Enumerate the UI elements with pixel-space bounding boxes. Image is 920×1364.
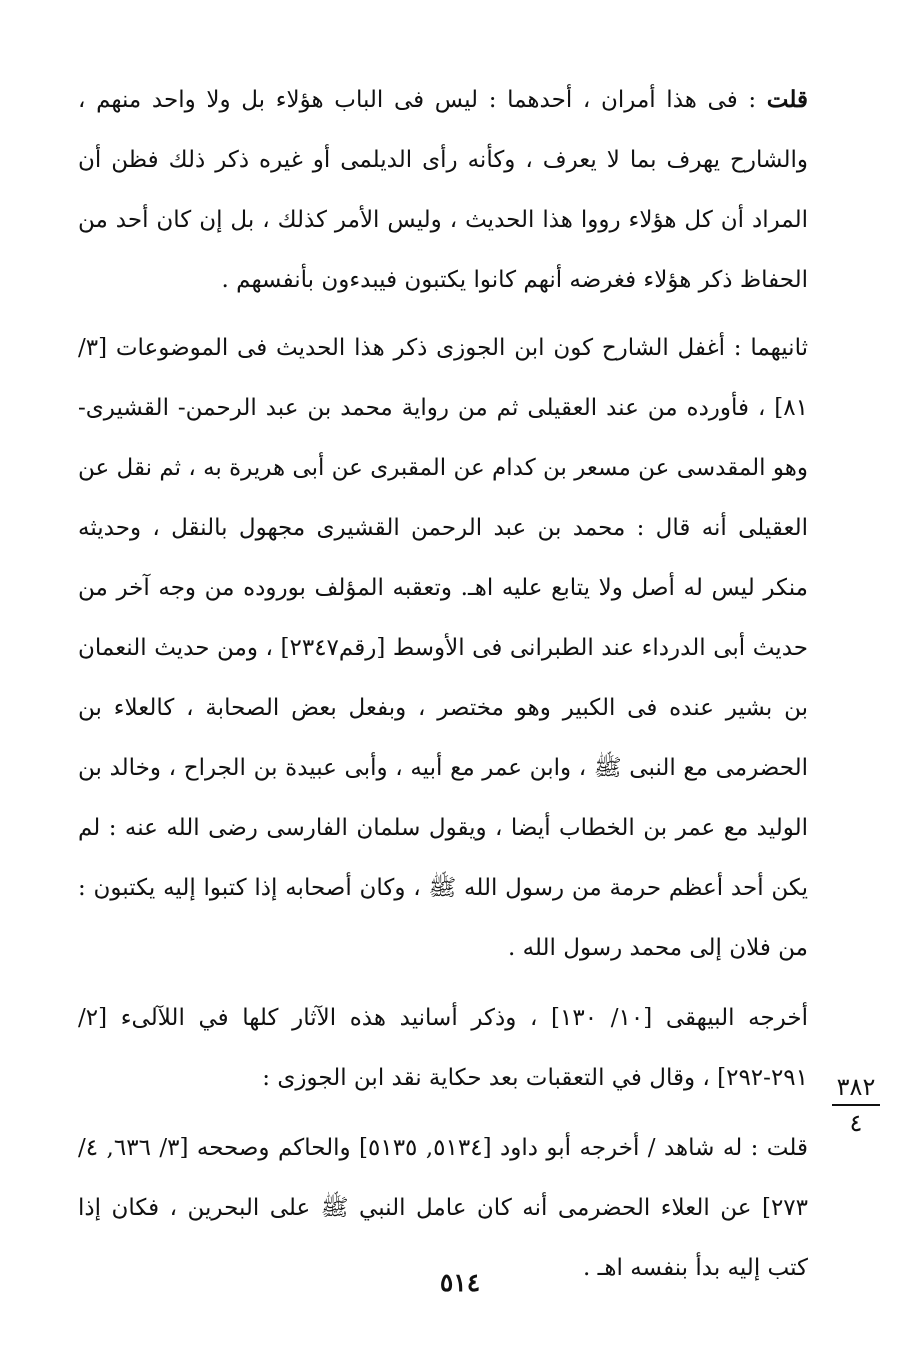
paragraph-text: ثانيهما : أغفل الشارح كون ابن الجوزى ذكر هذا الحديث فى الموضوعات [٣/ ٨١] ، فأورده من عند العقيلى ثم من رواية محمد بن عبد الرحمن- القشيرى- وهو المقدسى عن مسعر بن كدام عن المقبرى عن أبى هريرة به ، ثم نقل عن العقيلى أنه قال : محمد بن عبد الرحمن القشيرى مجهول بالنقل ، وحديثه منكر ليس له أصل ولا يتابع عليه اهـ. وتعقبه المؤلف بوروده من وجه آخر من حديث أبى الدرداء عند الطبرانى فى الأوسط [رقم٢٣٤٧] ، ومن حديث النعمان بن بشير عنده فى الكبير وهو مختصر ، وبفعل بعض الصحابة ، كالعلاء بن الحضرمى مع النبى ﷺ ، وابن عمر مع أبيه ، وأبى عبيدة بن الجراح ، وخالد بن الوليد مع عمر بن الخطاب أيضا ، ويقول سلمان الفارسى رضى الله عنه : لم يكن أحد أعظم حرمة من رسول الله ﷺ ، وكان أصحابه إذا كتبوا إليه يكتبون : من فلان إلى محمد رسول الله . (78, 335, 808, 961)
paragraph-2 (78, 318, 808, 978)
paragraph-text: قلت : له شاهد / أخرجه أبو داود [٥١٣٤, ٥١٣٥] والحاكم وصححه [٣/ ٦٣٦, ٤/ ٢٧٣] عن العلاء الحضرمى أنه كان عامل النبي ﷺ على البحرين ، فكان إذا كتب إليه بدأ بنفسه اهـ . (78, 1135, 808, 1281)
margin-volume-page-note (832, 1072, 880, 1138)
paragraph-1 (78, 70, 808, 310)
paragraph-text: أخرجه البيهقى [١٠/ ١٣٠] ، وذكر أسانيد هذه الآثار كلها في اللآلىء [٢/ ٢٩١-٢٩٢] ، وقال في التعقبات بعد حكاية نقد ابن الجوزى : (78, 1005, 808, 1091)
margin-note-page: ٣٨٢ (832, 1072, 880, 1106)
page-number: ٥١٤ (439, 1268, 481, 1297)
paragraph-text: : فى هذا أمران ، أحدهما : ليس فى الباب هؤلاء بل ولا واحد منهم ، والشارح يهرف بما لا يعرف ، وكأنه رأى الديلمى أو غيره ذكر ذلك فظن أن المراد أن كل هؤلاء رووا هذا الحديث ، وليس الأمر كذلك ، بل إن كان أحد من الحفاظ ذكر هؤلاء فغرضه أنهم كانوا يكتبون فيبدءون بأنفسهم . (78, 87, 808, 293)
page-body (78, 70, 808, 1308)
margin-note-volume: ٤ (849, 1109, 863, 1137)
paragraph-3 (78, 988, 808, 1108)
paragraph-lead-word: قلت (766, 86, 808, 113)
